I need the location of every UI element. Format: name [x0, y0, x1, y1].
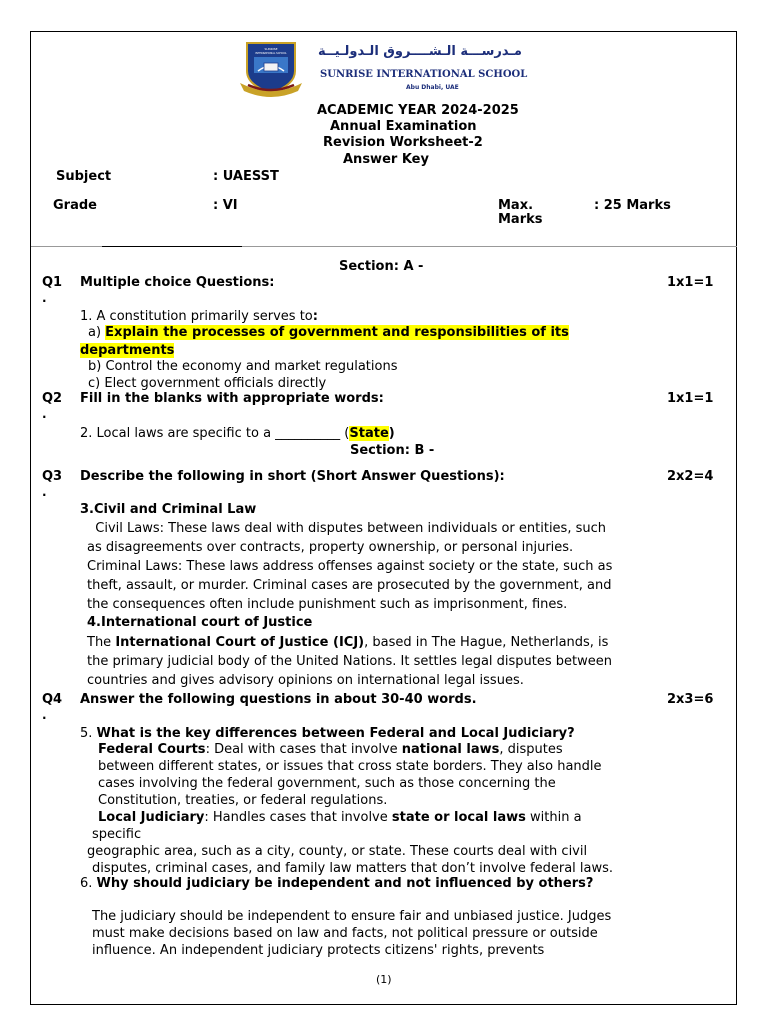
subject-value: : UAESST: [213, 169, 279, 184]
answer-line: the primary judicial body of the United Nations. It settles legal disputes between: [87, 654, 613, 669]
q2-close: ): [388, 426, 395, 441]
national-laws: national laws: [401, 742, 500, 757]
q4-title: Answer the following questions in about 30-40 words.: [80, 692, 477, 707]
answer-line: must make decisions based on law and facts, not political pressure or outside: [92, 926, 598, 941]
answer-text: within a: [525, 810, 582, 825]
answer-line: [98, 809, 698, 826]
header-divider-accent: [102, 246, 242, 247]
answer-text: The: [87, 635, 116, 650]
q5-answer-cont: [87, 843, 702, 877]
worksheet-title: Revision Worksheet-2: [323, 135, 483, 150]
q4-dot: .: [42, 708, 47, 722]
icj-name: International Court of Justice (ICJ): [115, 635, 365, 650]
section-b-heading: Section: B -: [350, 443, 435, 458]
q2-question: [80, 424, 395, 443]
answer-line: Constitution, treaties, or federal regulations.: [98, 793, 388, 808]
q2-question-text: 2. Local laws are specific to a __________ (: [80, 426, 350, 441]
answer-text: : Deal with cases that involve: [205, 742, 402, 757]
subject-label: Subject: [56, 169, 112, 184]
q3-title: Describe the following in short (Short Answer Questions):: [80, 469, 505, 484]
academic-year: ACADEMIC YEAR 2024-2025: [317, 103, 519, 118]
q1-question-colon: :: [312, 309, 318, 324]
q3-sub4-title: 4.International court of Justice: [87, 615, 313, 630]
school-logo: [238, 41, 304, 99]
q1-question-text: 1. A constitution primarily serves to: [80, 309, 313, 324]
answer-line: [98, 741, 698, 758]
q4-number: Q4: [42, 692, 63, 707]
q3-sub3-title: 3.Civil and Criminal Law: [80, 502, 257, 517]
q1-option-c: c) Elect government officials directly: [88, 376, 327, 391]
q1-title: Multiple choice Questions:: [80, 275, 275, 290]
answer-line: Civil Laws: These laws deal with disputes between individuals or entities, such: [87, 521, 606, 536]
answer-line: between different states, or issues that cross state borders. They also handle: [98, 759, 602, 774]
page-number: (1): [376, 973, 392, 986]
q1-number: Q1: [42, 275, 63, 290]
q1-marks: 1x1=1: [667, 275, 714, 290]
answer-text: , based in The Hague, Netherlands, is: [364, 635, 609, 650]
q3-sub4-answer: [87, 633, 707, 690]
q2-dot: .: [42, 407, 47, 421]
q2-title: Fill in the blanks with appropriate words:: [80, 391, 384, 406]
state-local-laws: state or local laws: [391, 810, 526, 825]
q3-dot: .: [42, 485, 47, 499]
q3-number: Q3: [42, 469, 63, 484]
max-marks-label-line2: Marks: [498, 212, 543, 227]
q1-option-a: [88, 323, 569, 342]
q6-answer: [92, 908, 702, 959]
q5-number: 5.: [80, 726, 97, 741]
q2-answer: State: [349, 426, 389, 441]
q1-option-a-answer: Explain the processes of government and responsibilities of its: [105, 325, 569, 340]
q1-option-a-answer-cont: departments: [80, 343, 175, 358]
q6-text: Why should judiciary be independent and not influenced by others?: [96, 876, 594, 891]
answer-line: The judiciary should be independent to ensure fair and unbiased justice. Judges: [92, 909, 612, 924]
answer-line: cases involving the federal government, such as those concerning the: [98, 776, 556, 791]
answer-line: influence. An independent judiciary protects citizens' rights, prevents: [92, 943, 545, 958]
q6-number: 6.: [80, 876, 97, 891]
school-name: SUNRISE INTERNATIONAL SCHOOL: [320, 69, 528, 80]
answer-line: the consequences often include punishment such as imprisonment, fines.: [87, 597, 568, 612]
max-marks-label: [498, 198, 543, 227]
q3-sub3-answer: [87, 519, 707, 614]
q6-question: [80, 874, 593, 893]
q1-dot: .: [42, 291, 47, 305]
answer-line: [87, 633, 707, 652]
grade-label: Grade: [53, 198, 97, 213]
answer-line: as disagreements over contracts, property ownership, or personal injuries.: [87, 540, 574, 555]
answer-line: theft, assault, or murder. Criminal cases are prosecuted by the government, and: [87, 578, 612, 593]
local-judiciary-label: Local Judiciary: [98, 810, 205, 825]
answer-line: Criminal Laws: These laws address offenses against society or the state, such as: [87, 559, 613, 574]
q2-number: Q2: [42, 391, 63, 406]
school-city: Abu Dhabi, UAE: [406, 84, 459, 91]
q4-marks: 2x3=6: [667, 692, 714, 707]
q1-option-b: b) Control the economy and market regulations: [88, 359, 398, 374]
q1-option-a-prefix: a): [88, 325, 106, 340]
q2-marks: 1x1=1: [667, 391, 714, 406]
svg-text:INTERNATIONAL SCHOOL: INTERNATIONAL SCHOOL: [255, 52, 287, 55]
answer-key-title: Answer Key: [343, 152, 429, 167]
answer-line: disputes, criminal cases, and family law matters that don’t involve federal laws.: [92, 861, 614, 876]
answer-line: specific: [92, 827, 142, 842]
svg-text:SUNRISE: SUNRISE: [264, 47, 278, 51]
answer-line: geographic area, such as a city, county, or state. These courts deal with civil: [87, 844, 588, 859]
q5-answer: [92, 741, 698, 843]
answer-text: , disputes: [499, 742, 563, 757]
max-marks-label-line1: Max.: [498, 198, 534, 213]
q3-marks: 2x2=4: [667, 469, 714, 484]
section-a-heading: Section: A -: [339, 259, 424, 274]
exam-title: Annual Examination: [330, 119, 477, 134]
federal-courts-label: Federal Courts: [98, 742, 206, 757]
answer-line: countries and gives advisory opinions on international legal issues.: [87, 673, 524, 688]
school-name-arabic: مـدرســـة الـشــــروق الـدولـيــة: [318, 44, 522, 59]
q5-text: What is the key differences between Federal and Local Judiciary?: [96, 726, 575, 741]
max-marks-value: : 25 Marks: [594, 198, 671, 213]
answer-text: : Handles cases that involve: [204, 810, 392, 825]
grade-value: : VI: [213, 198, 238, 213]
